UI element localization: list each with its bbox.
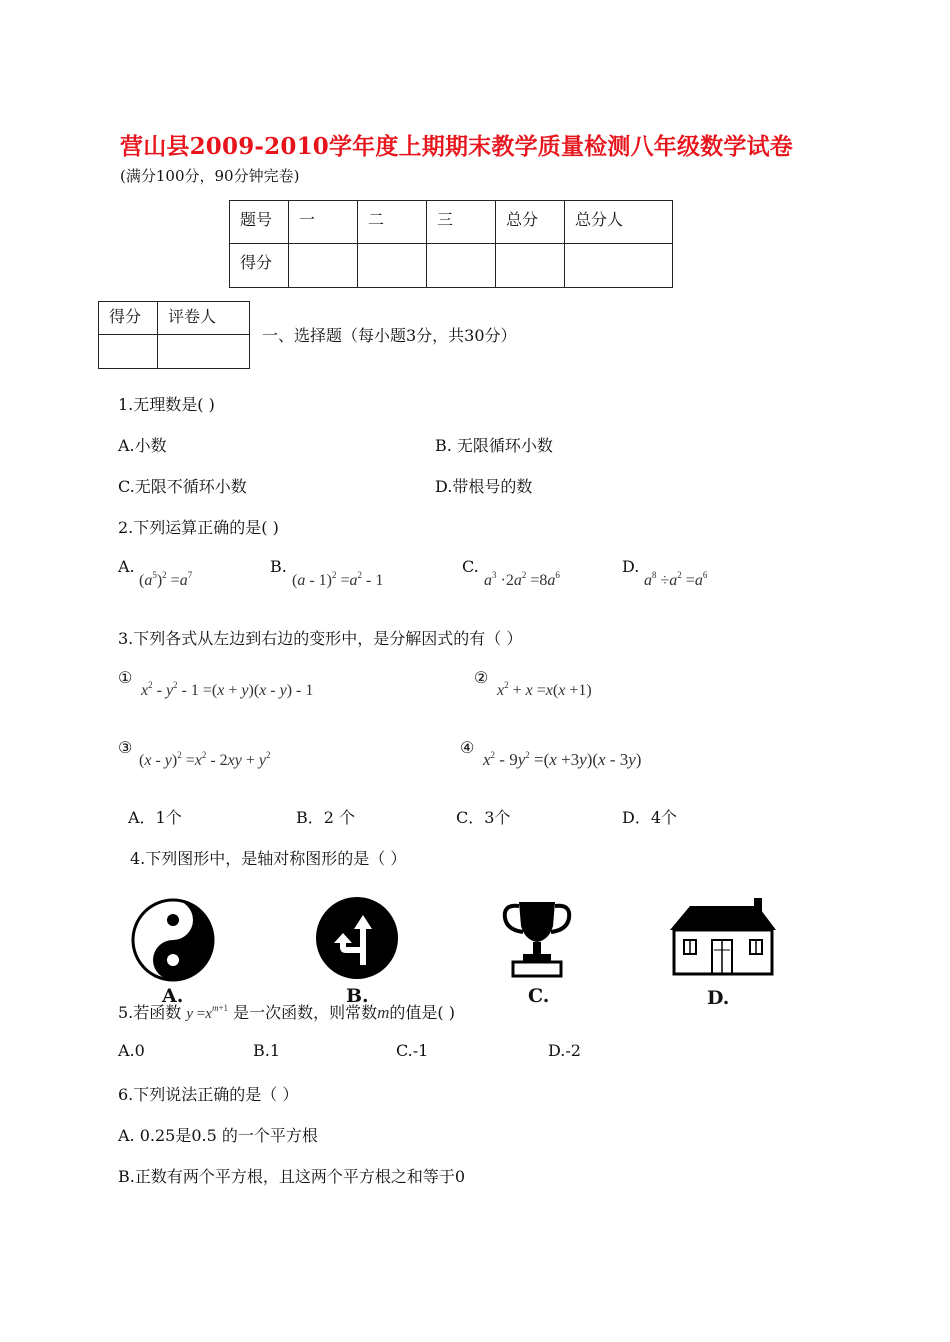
q5-option-d: D.-2: [548, 1041, 581, 1060]
q6-option-b: B.正数有两个平方根，且这两个平方根之和等于0: [118, 1167, 466, 1186]
q5-option-c: C.-1: [396, 1041, 429, 1060]
q3-expression-4: $x^2 - 9y^2 =(x +3y)(x - 3y)$: [483, 750, 642, 769]
question-5-stem: [118, 1000, 455, 1023]
q1-option-a: A.小数: [118, 436, 167, 455]
q3-option-c: C．3个: [456, 808, 511, 827]
yin-yang-icon: [131, 898, 215, 982]
q3-expression-1: $x^2 - y^2 - 1 =(x + y)(x - y) - 1$: [141, 680, 314, 699]
score-cell: [358, 244, 427, 288]
score-table: [229, 200, 673, 288]
q1-option-c: C.无限不循环小数: [118, 477, 247, 496]
q3-expression-3: $(x - y)^2 =x^2 - 2xy + y^2$: [139, 750, 271, 769]
q2-option-b-label: B.: [270, 557, 287, 576]
score-header-cell: 题号: [230, 201, 289, 244]
q5-function-formula: $y =x^{m+1}$: [186, 1003, 229, 1022]
score-cell: [427, 244, 496, 288]
q5-stem-middle: 是一次函数，则常数: [233, 1003, 378, 1022]
q2-option-a-formula: $(a^5)^2 =a^7$: [139, 570, 193, 589]
score-header-cell: 总分人: [565, 201, 673, 244]
q3-marker-3: ③: [118, 738, 133, 757]
trophy-icon: [497, 896, 577, 980]
score-cell: [565, 244, 673, 288]
grader-score-cell: [99, 335, 158, 369]
q2-option-d-formula: $a^8 \div a^2 =a^6$: [644, 570, 708, 589]
grader-name-header: 评卷人: [158, 302, 250, 335]
score-header-cell: 总分: [496, 201, 565, 244]
q5-option-a: A.0: [118, 1041, 145, 1060]
q2-option-b-formula: $(a - 1)^2 =a^2 - 1$: [292, 570, 384, 589]
q1-option-d: D.带根号的数: [435, 477, 533, 496]
grader-name-cell: [158, 335, 250, 369]
score-header-cell: 二: [358, 201, 427, 244]
figure-d-label: D.: [707, 987, 730, 1009]
q5-variable: m: [377, 1003, 390, 1022]
q2-option-c-label: C.: [462, 557, 479, 576]
turn-left-straight-sign-icon: [314, 895, 400, 981]
exam-subtitle: (满分100分，90分钟完卷): [120, 167, 300, 185]
q5-option-b: B.1: [253, 1041, 281, 1060]
q3-marker-1: ①: [118, 668, 133, 687]
q3-option-b: B．2 个: [296, 808, 356, 827]
q5-stem-prefix: 5.若函数: [118, 1003, 182, 1022]
question-6-stem: 6.下列说法正确的是（ ）: [118, 1085, 299, 1104]
q2-option-a-label: A.: [118, 557, 135, 576]
figure-a-label: A.: [162, 985, 184, 1007]
q3-option-d: D．4个: [622, 808, 678, 827]
section-heading: 一、选择题（每小题3分，共30分）: [262, 326, 517, 345]
question-3-stem: 3.下列各式从左边到右边的变形中，是分解因式的有（ ）: [118, 629, 523, 648]
score-cell: [496, 244, 565, 288]
house-icon: [666, 894, 780, 978]
q3-option-a: A．1个: [128, 808, 182, 827]
q3-expression-2: $x^2 + x =x(x +1)$: [497, 680, 592, 699]
score-header-cell: 三: [427, 201, 496, 244]
q3-marker-2: ②: [474, 668, 489, 687]
score-cell: [289, 244, 358, 288]
exam-title: 营山县2009-2010学年度上期期末教学质量检测八年级数学试卷: [120, 133, 793, 160]
q6-option-a: A. 0.25是0.5 的一个平方根: [118, 1126, 318, 1145]
figure-b-label: B.: [346, 985, 369, 1007]
q2-option-d-label: D.: [622, 557, 640, 576]
q2-option-c-formula: $a^3 \cdot 2a^2 =8a^6$: [484, 570, 560, 589]
q1-option-b: B. 无限循环小数: [435, 436, 553, 455]
q5-stem-suffix: 的值是( ): [389, 1003, 455, 1022]
question-1-stem: 1.无理数是( ): [118, 395, 215, 414]
q3-marker-4: ④: [460, 738, 475, 757]
question-4-stem: 4.下列图形中，是轴对称图形的是（ ）: [130, 849, 407, 868]
score-row-label: 得分: [230, 244, 289, 288]
grader-score-header: 得分: [99, 302, 158, 335]
score-header-cell: 一: [289, 201, 358, 244]
question-2-stem: 2.下列运算正确的是( ): [118, 518, 279, 537]
grader-table: [98, 301, 250, 369]
figure-c-label: C.: [528, 985, 550, 1007]
